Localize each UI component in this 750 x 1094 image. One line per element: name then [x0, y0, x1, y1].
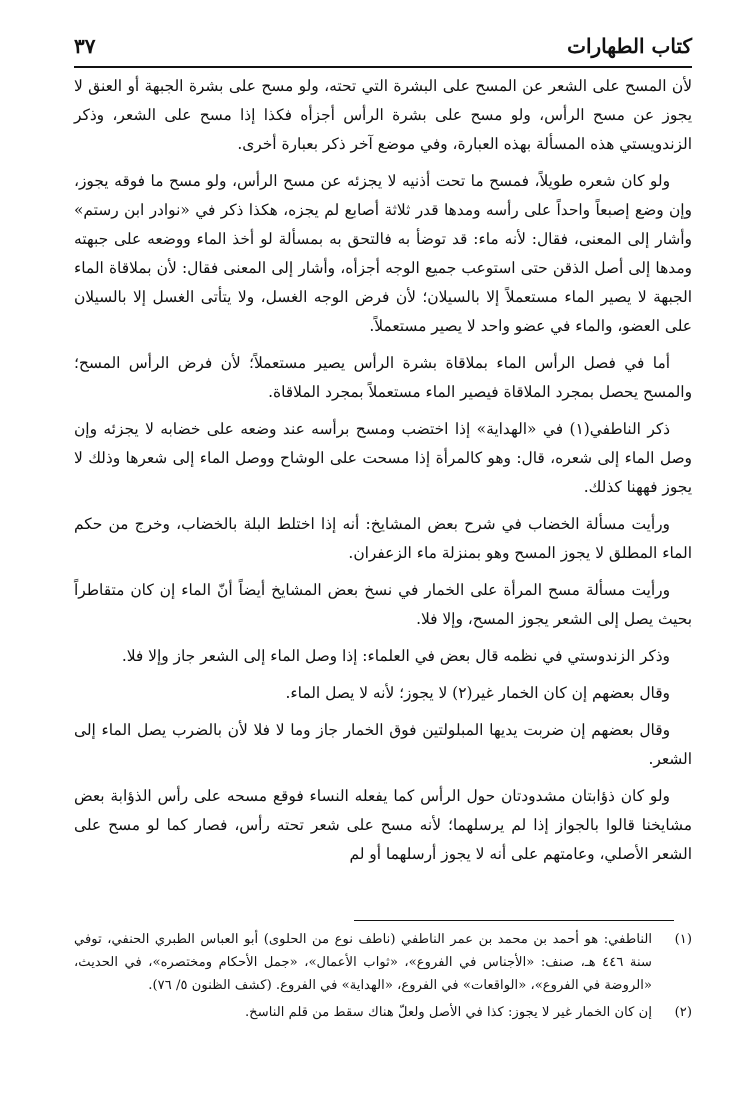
paragraph: وقال بعضهم إن كان الخمار غير(٢) لا يجوز؛ لأنه لا يصل الماء. — [285, 684, 670, 702]
footnotes — [74, 928, 692, 1028]
paragraph: ورأيت مسألة مسح المرأة على الخمار في نسخ بعض المشايخ أيضاً أنّ الماء إن كان متقاطراً بحيث يصل إلى الشعر يجوز المسح، وإلا فلا. — [74, 581, 692, 628]
footnote — [74, 928, 692, 997]
main-text — [74, 72, 692, 877]
paragraph: ورأيت مسألة الخضاب في شرح بعض المشايخ: أنه إذا اختلط البلة بالخضاب، وخرج من حكم الماء المطلق لا يجوز المسح وهو بمنزلة ماء الزعفران. — [74, 515, 692, 562]
footnote — [74, 1001, 692, 1024]
page-number: ٣٧ — [74, 34, 96, 58]
paragraph: وقال بعضهم إن ضربت يديها المبلولتين فوق الخمار جاز وما لا فلا لأن بالضرب يصل الماء إلى الشعر. — [74, 721, 692, 768]
page-header — [74, 34, 692, 64]
paragraph: ولو كان ذؤابتان مشدودتان حول الرأس كما يفعله النساء فوقع مسحه على رأس الذؤابة بعض مشايخنا قالوا بالجواز إذا لم يرسلهما؛ لأنه مسح على شعر تحته رأس، فصار كما لو مسح على الشعر الأصلي، وعامتهم على أنه لا يجوز أرسلهما أو لم — [74, 787, 692, 863]
paragraph: لأن المسح على الشعر عن المسح على البشرة التي تحته، ولو مسح على بشرة الجبهة أو العنق لا يجوز عن مسح الرأس، ولو مسح على بشرة الرأس أجزأه فكذا إذا مسح على الشعر، وذكر الزندويستي هذه المسألة بهذه العبارة، وفي موضع آخر ذكر بعبارة أخرى. — [74, 77, 692, 153]
footnote-text: إن كان الخمار غير لا يجوز: كذا في الأصل ولعلّ هناك سقط من قلم الناسخ. — [244, 1005, 652, 1020]
book-title: كتاب الطهارات — [567, 34, 692, 58]
paragraph: ذكر الناطفي(١) في «الهداية» إذا اختضب ومسح برأسه عند وضعه على خضابه لا يجزئه وإن وصل الماء إلى شعره، قال: وهو كالمرأة إذا مسحت على الوشاح ووصل الماء إلى شعرها وذلك لا يجوز فههنا كذلك. — [74, 420, 692, 496]
footnote-rule — [354, 920, 674, 921]
paragraph: أما في فصل الرأس الماء بملاقاة بشرة الرأس يصير مستعملاً؛ لأن فرض الرأس المسح؛ والمسح يحصل بمجرد الملاقاة فيصير الماء مستعملاً بمجرد الملاقاة. — [74, 354, 692, 401]
footnote-number: (١) — [674, 932, 692, 947]
footnote-text: الناطفي: هو أحمد بن محمد بن عمر الناطفي (ناطف نوع من الحلوى) أبو العباس الطبري الحنفي، توفي سنة ٤٤٦ هـ، صنف: «الأجناس في الفروع»، «ثواب الأعمال»، «جمل الأحكام ومختصره»، في الحديث، «الروضة في الفروع»، «الواقعات» في الفروع، «الهداية» في الفروع. (كشف الظنون ٥/ ٧٦). — [74, 932, 652, 993]
footnote-number: (٢) — [674, 1005, 692, 1020]
paragraph: ولو كان شعره طويلاً، فمسح ما تحت أذنيه لا يجزئه عن مسح الرأس، ولو مسح ما فوقه يجوز، وإن وضع إصبعاً واحداً على رأسه ومدها قدر ثلاثة أصابع لم يجزه، هكذا ذكر في «نوادر ابن رستم» وأشار إلى المعنى، فقال: لأنه ماء: قد توضأ به فالتحق به بمسألة لو أخذ الماء ووضعه على جبهته ومدها إلى أصل الذقن حتى استوعب جميع الوجه أجزأه، وأشار إلى المعنى فقال: لأن بملاقاة الماء الجبهة لا يصير الماء مستعملاً إلا بالسيلان؛ لأن فرض الوجه الغسل، ولا يتأتى الغسل إلا بالسيلان على العضو، والماء في عضو واحد لا يصير مستعملاً. — [74, 172, 692, 335]
header-rule — [74, 66, 692, 68]
paragraph: وذكر الزندوستي في نظمه قال بعض في العلماء: إذا وصل الماء إلى الشعر جاز وإلا فلا. — [121, 647, 670, 665]
